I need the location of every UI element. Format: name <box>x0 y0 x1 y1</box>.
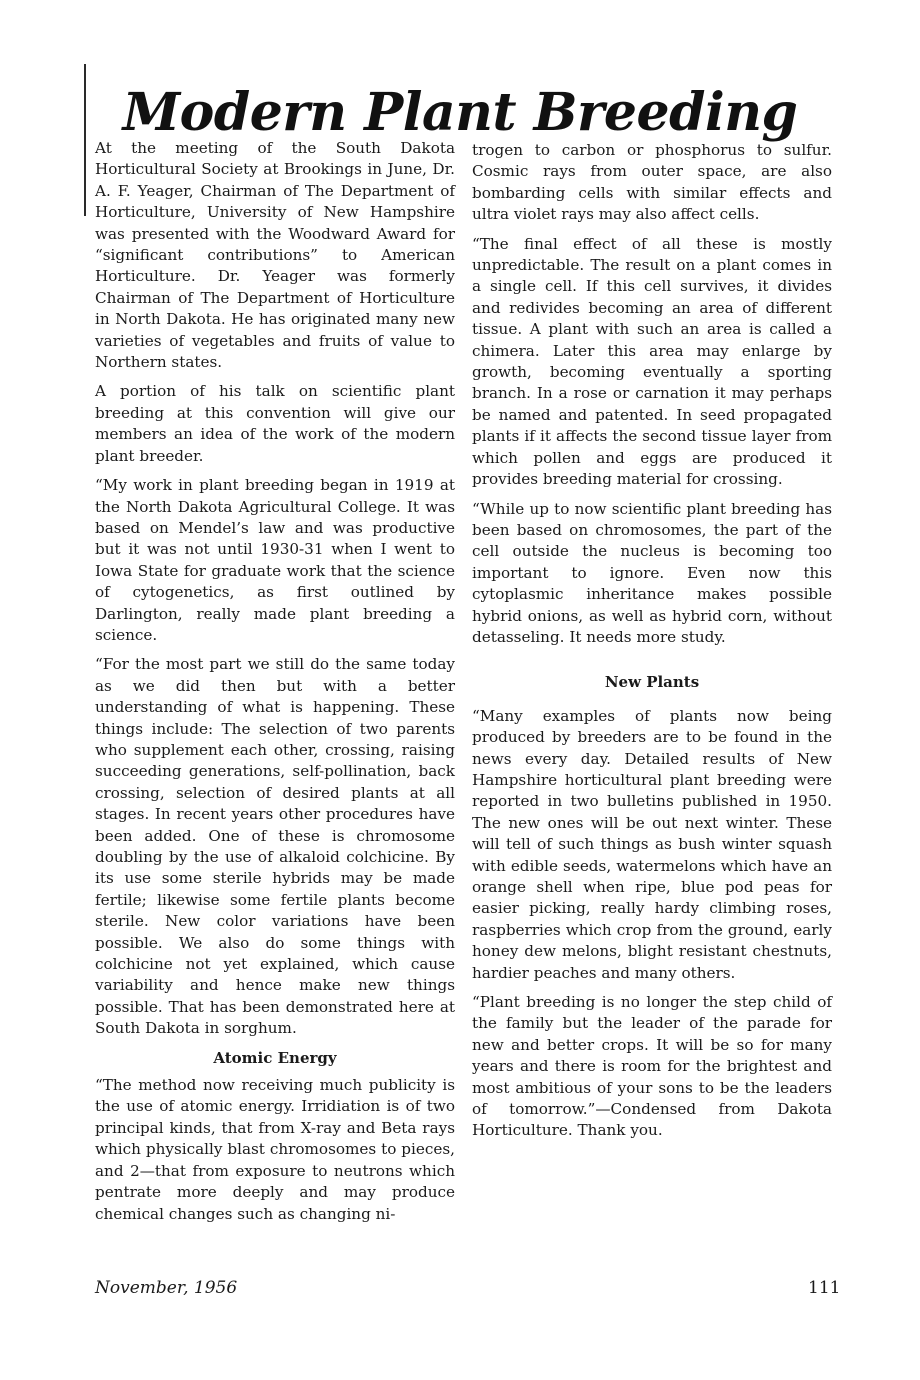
paragraph: “Many examples of plants now being produced by breeders are to be found in the news every day. Detailed results of New Hampshire horticultural plant breeding were reported in two bulletins published in 1950. The new ones will be out next winter. These will tell of such things as bush winter squash with edible seeds, watermelons which have an orange shell when ripe, blue pod peas for easier picking, really hardy climbing roses, raspberries which crop from the ground, early honey dew melons, blight resistant chestnuts, hardier peaches and many others. <box>472 706 832 982</box>
paragraph: “Plant breeding is no longer the step child of the family but the leader of the parade for new and better crops. It will be so for many years and there is room for the brightest and most ambitious of your sons to be the leaders of tomorrow.”—Condensed from Dakota Horticulture. Thank you. <box>472 993 832 1140</box>
article-title: Modern Plant Breeding <box>122 82 798 143</box>
left-column <box>95 138 455 1233</box>
right-column <box>472 140 832 1150</box>
paragraph: At the meeting of the South Dakota Horticultural Society at Brookings in June, Dr. A. F. Yeager, Chairman of The Department of Horticulture, University of New Hampshire was presented with the Woodward Award for “significant contributions” to American Horticulture. Dr. Yeager was formerly Chairman of The Department of Horticulture in North Dakota. He has originated many new varieties of vegetables and fruits of value to Northern states. <box>95 139 455 372</box>
page-number: 111 <box>808 1278 841 1298</box>
paragraph: “The final effect of all these is mostly unpredictable. The result on a plant comes in a single cell. If this cell survives, it divides and redivides becoming an area of different tissue. A plant with such an area is called a chimera. Later this area may enlarge by growth, becoming eventually a sporting branch. In a rose or carnation it may perhaps be named and patented. In seed propagated plants if it affects the second tissue layer from which pollen and eggs are produced it provides breeding material for crossing. <box>472 234 832 489</box>
issue-date: November, 1956 <box>95 1278 238 1298</box>
paragraph: “For the most part we still do the same today as we did then but with a better understanding of what is happening. These things include: The selection of two parents who supplement each other, crossing, raising succeeding generations, self-pollination, back crossing, selection of desired plants at all stages. In recent years other procedures have been added. One of these is chromosome doubling by the use of alkaloid colchicine. By its use some sterile hybrids may be made fertile; likewise some fertile plants become sterile. New color variations have been possible. We also do some things with colchicine not yet explained, which cause variability and hence make new things possible. That has been demonstrated here at South Dakota in sorghum. <box>95 655 455 1038</box>
new-plants-heading: New Plants <box>604 673 700 692</box>
paragraph: “While up to now scientific plant breeding has been based on chromosomes, the part of the cell outside the nucleus is becoming too important to ignore. Even now this cytoplasmic inheritance makes possible hybrid onions, as well as hybrid corn, without detasseling. It needs more study. <box>472 499 832 646</box>
atomic-energy-heading: Atomic Energy <box>213 1048 337 1067</box>
paragraph: “My work in plant breeding began in 1919 at the North Dakota Agricultural College. It was based on Mendel’s law and was productive but it was not until 1930-31 when I went to Iowa State for graduate work that the science of cytogenetics, as first outlined by Darlington, really made plant breeding a science. <box>95 476 455 644</box>
paragraph: “The method now receiving much publicity is the use of atomic energy. Irridiation is of two principal kinds, that from X-ray and Beta rays which physically blast chromosomes to pieces, and 2—that from exposure to neutrons which pentrate more deeply and may produce chemical changes such as changing ni- <box>95 1076 455 1223</box>
paragraph: trogen to carbon or phosphorus to sulfur. Cosmic rays from outer space, are also bombarding cells with similar effects and ultra violet rays may also affect cells. <box>472 141 832 224</box>
paragraph: A portion of his talk on scientific plant breeding at this convention will give our members an idea of the work of the modern plant breeder. <box>95 382 455 465</box>
